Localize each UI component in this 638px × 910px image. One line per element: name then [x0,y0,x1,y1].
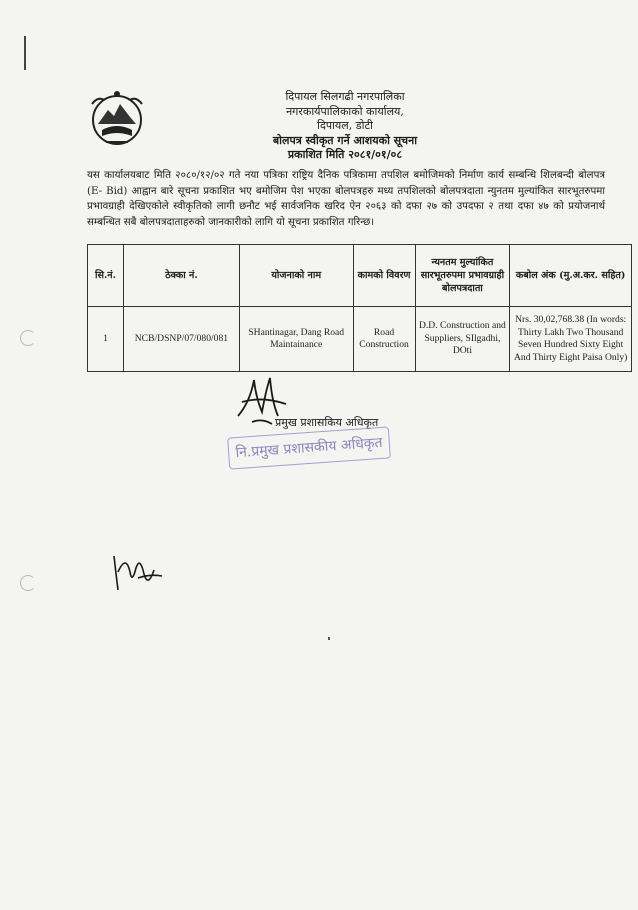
notice-body: यस कार्यालयबाट मिति २०८०/१२/०२ गते नया पत्रिका राष्ट्रिय दैनिक पत्रिकामा तपशिल बमोजिमको निर्माण कार्य सम्बन्धि शिलबन्दी बोलपत्र (E- Bid) आह्वान बारे सूचना प्रकाशित भए बमोजिम पेश भएका बोलपत्रहरु मध्य तपशिलको बोलपत्रदाता न्युनतम मुल्यांकित सारभूतरुपमा प्रभावग्राही देखिएकोले स्वीकृतिको लागी छनौट भई सार्वजनिक खरिद ऐन २०६३ को दफा २७ को उपदफा २ तथा दफा ४७ को प्रयोजनार्थ सम्बन्धित सबै बोलपत्रदाताहरुको जानकारीको लागि यो सूचना प्रकाशित गरिन्छ। [87,170,605,228]
nepal-emblem-icon [84,84,150,150]
cell-work-description: Road Construction [353,307,415,372]
col-header-bid-amount: कबोल अंक (मु.अ.कर. सहित) [510,245,632,307]
col-header-project-name: योजनाको नाम [239,245,353,307]
office-name: नगरकार्यपालिकाको कार्यालय, [286,104,404,118]
office-header [200,90,490,163]
official-stamp: नि.प्रमुख प्रशासकीय अधिकृत [227,426,391,469]
scan-mark [328,637,330,640]
publish-date: प्रकाशित मिति २०८१/०१/०८ [287,148,403,161]
col-header-work-description: कामको विवरण [353,245,415,307]
table-header-row [88,245,632,307]
table-row [88,307,632,372]
punch-hole-upper [20,330,36,346]
cell-project-name: SHantinagar, Dang Road Maintainance [239,307,353,372]
cell-sn: 1 [88,307,124,372]
cell-bid-amount: Nrs. 30,02,768.38 (In words: Thirty Lakh Two Thousand Seven Hundred Sixty Eight And Thirty Eight Paisa Only) [510,307,632,372]
margin-mark [24,36,26,70]
col-header-contract-no: ठेक्का नं. [123,245,239,307]
second-signature [108,548,166,594]
cell-bidder: D.D. Construction and Suppliers, SIlgadhi, DOti [415,307,510,372]
cell-contract-no: NCB/DSNP/07/080/081 [123,307,239,372]
office-location: दिपायल, डोटी [317,119,373,132]
col-header-bidder: न्यनतम मुल्यांकित सारभूतरुपमा प्रभावग्राही बोलपत्रदाता [415,245,510,307]
bid-table [87,244,632,372]
col-header-sn: सि.नं. [88,245,124,307]
signatory-title: प्रमुख प्रशासकिय अधिकृत [275,416,379,429]
municipality-name: दिपायल सिलगढी नगरपालिका [285,90,405,103]
punch-hole-lower [20,575,36,591]
notice-title: बोलपत्र स्वीकृत गर्ने आशयको सूचना [272,133,418,147]
